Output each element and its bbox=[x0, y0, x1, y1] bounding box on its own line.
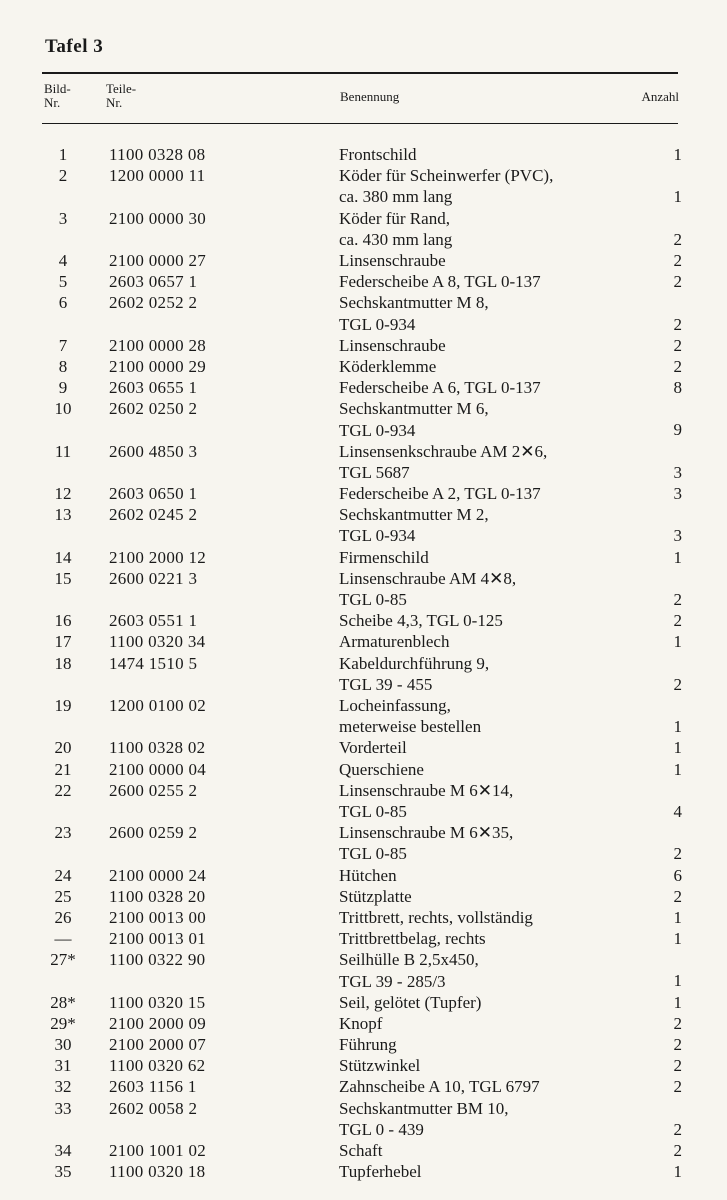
teile-nr-cell: 2602 0252 2 bbox=[109, 293, 198, 313]
anzahl-cell: 2 bbox=[673, 356, 682, 376]
bild-nr-cell: 21 bbox=[54, 759, 72, 779]
anzahl-cell: 1 bbox=[673, 971, 682, 991]
benennung-line: TGL 0-85 bbox=[339, 844, 407, 864]
bild-nr-cell: 17 bbox=[54, 632, 72, 652]
bild-nr-cell: 18 bbox=[54, 653, 72, 673]
anzahl-cell: 1 bbox=[673, 907, 682, 927]
header-anzahl: Anzahl bbox=[641, 89, 679, 104]
benennung-cell bbox=[339, 1034, 669, 1055]
teile-nr-cell: 2100 0000 30 bbox=[109, 208, 207, 228]
benennung-line: TGL 0-85 bbox=[339, 590, 407, 610]
parts-table-body bbox=[0, 144, 727, 1182]
anzahl-cell: 8 bbox=[673, 378, 682, 398]
header-bottom-rule bbox=[42, 123, 678, 124]
anzahl-cell: 2 bbox=[673, 314, 682, 334]
benennung-cell bbox=[339, 377, 669, 398]
anzahl-cell: 3 bbox=[673, 484, 682, 504]
benennung-line: Linsenschraube bbox=[339, 250, 446, 270]
table-row bbox=[0, 1098, 727, 1140]
table-row bbox=[0, 1013, 727, 1034]
benennung-line: Querschiene bbox=[339, 759, 424, 779]
anzahl-cell: 1 bbox=[673, 547, 682, 567]
bild-nr-cell: 1 bbox=[58, 145, 68, 164]
teile-nr-cell: 1100 0320 18 bbox=[109, 1162, 206, 1182]
benennung-line: Linsenschraube AM 4✕8, bbox=[339, 568, 517, 588]
bild-nr-cell: 20 bbox=[54, 738, 72, 758]
benennung-line: Köder für Scheinwerfer (PVC), bbox=[339, 166, 554, 186]
teile-nr-cell: 2603 0657 1 bbox=[109, 272, 198, 292]
teile-nr-cell: 2603 1156 1 bbox=[109, 1077, 197, 1097]
table-row bbox=[0, 398, 727, 440]
anzahl-cell: 2 bbox=[673, 229, 682, 249]
benennung-line: Hütchen bbox=[339, 865, 397, 885]
bild-nr-cell: 8 bbox=[58, 356, 68, 376]
table-row bbox=[0, 441, 727, 483]
bild-nr-cell: 25 bbox=[54, 886, 72, 906]
header-bild-nr bbox=[44, 82, 71, 110]
benennung-cell bbox=[339, 165, 669, 207]
anzahl-cell: 2 bbox=[673, 1077, 682, 1097]
benennung-cell bbox=[339, 1076, 669, 1097]
table-row bbox=[0, 631, 727, 652]
bild-nr-cell: 26 bbox=[54, 907, 72, 927]
anzahl-cell: 1 bbox=[673, 929, 682, 949]
bild-nr-cell: 29* bbox=[50, 1013, 76, 1033]
bild-nr-cell: 30 bbox=[54, 1035, 72, 1055]
anzahl-cell: 3 bbox=[673, 462, 682, 482]
teile-nr-cell: 2100 2000 09 bbox=[109, 1013, 207, 1033]
anzahl-cell: 1 bbox=[673, 145, 682, 164]
bild-nr-cell: 10 bbox=[54, 399, 72, 419]
benennung-line: TGL 39 - 285/3 bbox=[339, 971, 446, 991]
table-row bbox=[0, 292, 727, 334]
benennung-cell bbox=[339, 928, 669, 949]
anzahl-cell: 1 bbox=[673, 717, 682, 737]
benennung-cell bbox=[339, 1140, 669, 1161]
bild-nr-cell: 35 bbox=[54, 1162, 72, 1182]
bild-nr-cell: 27* bbox=[50, 950, 76, 970]
anzahl-cell: 2 bbox=[673, 590, 682, 610]
benennung-cell bbox=[339, 653, 669, 695]
benennung-cell bbox=[339, 695, 669, 737]
header-benennung: Benennung bbox=[340, 89, 400, 104]
anzahl-cell: 2 bbox=[673, 1013, 682, 1033]
benennung-line: Linsenschraube M 6✕14, bbox=[339, 780, 514, 800]
table-row bbox=[0, 504, 727, 546]
benennung-line: Trittbrett, rechts, vollständig bbox=[339, 907, 533, 927]
benennung-line: TGL 5687 bbox=[339, 462, 410, 482]
anzahl-cell: 6 bbox=[673, 865, 682, 885]
benennung-line: Sechskantmutter M 6, bbox=[339, 399, 489, 419]
anzahl-cell: 4 bbox=[673, 801, 682, 821]
table-row bbox=[0, 165, 727, 207]
benennung-line: TGL 0-934 bbox=[339, 420, 416, 440]
bild-nr-cell: 16 bbox=[54, 611, 72, 631]
benennung-cell bbox=[339, 483, 669, 504]
anzahl-cell: 1 bbox=[673, 992, 682, 1012]
table-row bbox=[0, 949, 727, 991]
teile-nr-cell: 2100 0000 28 bbox=[109, 335, 207, 355]
benennung-line: Vorderteil bbox=[339, 738, 407, 758]
anzahl-cell: 1 bbox=[673, 738, 682, 758]
bild-nr-cell: 13 bbox=[54, 505, 72, 525]
bild-nr-cell: 33 bbox=[54, 1098, 72, 1118]
benennung-line: Sechskantmutter M 2, bbox=[339, 505, 489, 525]
benennung-line: Knopf bbox=[339, 1013, 383, 1033]
teile-nr-cell: 1100 0328 08 bbox=[109, 145, 206, 164]
benennung-cell bbox=[339, 1161, 669, 1182]
benennung-line: Kabeldurchführung 9, bbox=[339, 653, 490, 673]
benennung-line: ca. 430 mm lang bbox=[339, 229, 453, 249]
teile-nr-cell: 1100 0320 62 bbox=[109, 1056, 206, 1076]
teile-nr-cell: 2600 4850 3 bbox=[109, 441, 198, 461]
header-bild-nr-label: Nr. bbox=[44, 95, 61, 110]
page-title: Tafel 3 bbox=[45, 36, 104, 57]
benennung-cell bbox=[339, 547, 669, 568]
bild-nr-cell: 6 bbox=[58, 293, 68, 313]
bild-nr-cell: 19 bbox=[54, 696, 72, 715]
bild-nr-cell: 28* bbox=[50, 992, 76, 1012]
bild-nr-cell: 34 bbox=[54, 1141, 72, 1161]
teile-nr-cell: 2100 0000 24 bbox=[109, 865, 207, 885]
table-row bbox=[0, 547, 727, 568]
bild-nr-cell: 9 bbox=[58, 378, 68, 398]
benennung-cell bbox=[339, 1098, 669, 1140]
benennung-cell bbox=[339, 250, 669, 271]
teile-nr-cell: 2603 0655 1 bbox=[109, 378, 198, 398]
benennung-cell bbox=[339, 631, 669, 652]
benennung-line: Federscheibe A 2, TGL 0-137 bbox=[339, 484, 541, 504]
teile-nr-cell: 2602 0245 2 bbox=[109, 505, 198, 525]
benennung-cell bbox=[339, 208, 669, 250]
teile-nr-cell: 2600 0221 3 bbox=[109, 568, 198, 588]
bild-nr-cell: 12 bbox=[54, 484, 72, 504]
anzahl-cell: 1 bbox=[673, 759, 682, 779]
table-row bbox=[0, 377, 727, 398]
benennung-line: TGL 0-85 bbox=[339, 801, 407, 821]
anzahl-cell: 2 bbox=[673, 611, 682, 631]
bild-nr-cell: 5 bbox=[58, 272, 68, 292]
benennung-line: Linsenschraube M 6✕35, bbox=[339, 823, 514, 843]
anzahl-cell: 2 bbox=[673, 844, 682, 864]
benennung-cell bbox=[339, 822, 669, 864]
anzahl-cell: 9 bbox=[673, 420, 682, 440]
teile-nr-cell: 2100 0013 00 bbox=[109, 907, 207, 927]
table-row bbox=[0, 356, 727, 377]
benennung-cell bbox=[339, 907, 669, 928]
anzahl-cell: 2 bbox=[673, 335, 682, 355]
anzahl-cell: 2 bbox=[673, 272, 682, 292]
benennung-cell bbox=[339, 292, 669, 334]
benennung-line: TGL 0-934 bbox=[339, 526, 416, 546]
benennung-line: TGL 0-934 bbox=[339, 314, 416, 334]
bild-nr-cell: — bbox=[54, 929, 72, 949]
bild-nr-cell: 14 bbox=[54, 547, 72, 567]
benennung-cell bbox=[339, 949, 669, 991]
teile-nr-cell: 2603 0551 1 bbox=[109, 611, 198, 631]
teile-nr-cell: 1100 0328 02 bbox=[109, 738, 206, 758]
benennung-line: Schaft bbox=[339, 1141, 383, 1161]
anzahl-cell: 1 bbox=[673, 187, 682, 207]
benennung-line: TGL 0 - 439 bbox=[339, 1119, 424, 1139]
benennung-cell bbox=[339, 504, 669, 546]
teile-nr-cell: 2600 0255 2 bbox=[109, 780, 198, 800]
benennung-cell bbox=[339, 737, 669, 758]
teile-nr-cell: 1100 0322 90 bbox=[109, 950, 206, 970]
bild-nr-cell: 15 bbox=[54, 568, 72, 588]
bild-nr-cell: 24 bbox=[54, 865, 72, 885]
benennung-line: Köderklemme bbox=[339, 356, 437, 376]
anzahl-cell: 1 bbox=[673, 1162, 682, 1182]
teile-nr-cell: 1474 1510 5 bbox=[109, 653, 198, 673]
teile-nr-cell: 2100 2000 07 bbox=[109, 1035, 207, 1055]
table-row bbox=[0, 1076, 727, 1097]
table-row bbox=[0, 780, 727, 822]
anzahl-cell: 3 bbox=[673, 526, 682, 546]
table-row bbox=[0, 483, 727, 504]
bild-nr-cell: 31 bbox=[54, 1056, 72, 1076]
teile-nr-cell: 2602 0250 2 bbox=[109, 399, 198, 419]
teile-nr-cell: 2100 2000 12 bbox=[109, 547, 207, 567]
table-row bbox=[0, 335, 727, 356]
benennung-cell bbox=[339, 398, 669, 440]
anzahl-cell: 2 bbox=[673, 1035, 682, 1055]
anzahl-cell: 2 bbox=[673, 886, 682, 906]
table-row bbox=[0, 737, 727, 758]
benennung-cell bbox=[339, 865, 669, 886]
table-row bbox=[0, 1055, 727, 1076]
table-row bbox=[0, 886, 727, 907]
anzahl-cell: 2 bbox=[673, 250, 682, 270]
table-row bbox=[0, 568, 727, 610]
benennung-line: Federscheibe A 6, TGL 0-137 bbox=[339, 378, 541, 398]
benennung-line: meterweise bestellen bbox=[339, 717, 482, 737]
benennung-line: Sechskantmutter M 8, bbox=[339, 293, 489, 313]
benennung-cell bbox=[339, 356, 669, 377]
benennung-cell bbox=[339, 441, 669, 483]
benennung-cell bbox=[339, 1013, 669, 1034]
table-row bbox=[0, 1161, 727, 1182]
header-bild-label: Bild- bbox=[44, 81, 71, 96]
benennung-line: Seil, gelötet (Tupfer) bbox=[339, 992, 482, 1012]
benennung-line: Trittbrettbelag, rechts bbox=[339, 929, 486, 949]
header-teile-label: Teile- bbox=[106, 81, 137, 96]
table-row bbox=[0, 653, 727, 695]
teile-nr-cell: 1100 0320 15 bbox=[109, 992, 206, 1012]
anzahl-cell: 1 bbox=[673, 632, 682, 652]
benennung-line: ca. 380 mm lang bbox=[339, 187, 453, 207]
benennung-cell bbox=[339, 886, 669, 907]
benennung-line: Scheibe 4,3, TGL 0-125 bbox=[339, 611, 503, 631]
benennung-line: TGL 39 - 455 bbox=[339, 674, 433, 694]
bild-nr-cell: 32 bbox=[54, 1077, 72, 1097]
table-row bbox=[0, 1034, 727, 1055]
teile-nr-cell: 2600 0259 2 bbox=[109, 823, 198, 843]
benennung-cell bbox=[339, 568, 669, 610]
teile-nr-cell: 2100 0013 01 bbox=[109, 929, 207, 949]
benennung-line: Armaturenblech bbox=[339, 632, 450, 652]
benennung-line: Stützplatte bbox=[339, 886, 412, 906]
benennung-cell bbox=[339, 1055, 669, 1076]
benennung-line: Firmenschild bbox=[339, 547, 429, 567]
benennung-line: Stützwinkel bbox=[339, 1056, 421, 1076]
teile-nr-cell: 2100 0000 29 bbox=[109, 356, 207, 376]
table-row bbox=[0, 822, 727, 864]
anzahl-cell: 2 bbox=[673, 1141, 682, 1161]
table-row bbox=[0, 759, 727, 780]
benennung-line: Linsenschraube bbox=[339, 335, 446, 355]
benennung-cell bbox=[339, 759, 669, 780]
benennung-cell bbox=[339, 780, 669, 822]
anzahl-cell: 2 bbox=[673, 1119, 682, 1139]
teile-nr-cell: 2100 1001 02 bbox=[109, 1141, 207, 1161]
teile-nr-cell: 2602 0058 2 bbox=[109, 1098, 198, 1118]
table-row bbox=[0, 208, 727, 250]
benennung-cell bbox=[339, 144, 669, 165]
table-row bbox=[0, 865, 727, 886]
teile-nr-cell: 1100 0320 34 bbox=[109, 632, 206, 652]
benennung-cell bbox=[339, 610, 669, 631]
benennung-cell bbox=[339, 992, 669, 1013]
table-row bbox=[0, 907, 727, 928]
benennung-line: Frontschild bbox=[339, 145, 417, 164]
benennung-line: Sechskantmutter BM 10, bbox=[339, 1098, 509, 1118]
bild-nr-cell: 2 bbox=[58, 166, 68, 186]
table-row bbox=[0, 271, 727, 292]
anzahl-cell: 2 bbox=[673, 674, 682, 694]
anzahl-cell: 2 bbox=[673, 1056, 682, 1076]
benennung-line: Locheinfassung, bbox=[339, 696, 451, 715]
benennung-line: Seilhülle B 2,5x450, bbox=[339, 950, 479, 970]
bild-nr-cell: 23 bbox=[54, 823, 72, 843]
header-teile-nr-label: Nr. bbox=[106, 95, 123, 110]
bild-nr-cell: 11 bbox=[54, 441, 72, 461]
benennung-cell bbox=[339, 271, 669, 292]
teile-nr-cell: 1200 0100 02 bbox=[109, 696, 207, 715]
bild-nr-cell: 7 bbox=[58, 335, 68, 355]
table-row bbox=[0, 144, 727, 165]
header-top-rule bbox=[42, 72, 678, 74]
teile-nr-cell: 1200 0000 11 bbox=[109, 166, 206, 186]
benennung-line: Köder für Rand, bbox=[339, 208, 450, 228]
table-row bbox=[0, 1140, 727, 1161]
benennung-line: Führung bbox=[339, 1035, 397, 1055]
teile-nr-cell: 2100 0000 27 bbox=[109, 250, 207, 270]
bild-nr-cell: 4 bbox=[58, 250, 68, 270]
teile-nr-cell: 2603 0650 1 bbox=[109, 484, 198, 504]
teile-nr-cell: 2100 0000 04 bbox=[109, 759, 207, 779]
header-teile-nr bbox=[106, 82, 136, 110]
table-row bbox=[0, 695, 727, 737]
table-row bbox=[0, 610, 727, 631]
bild-nr-cell: 22 bbox=[54, 780, 72, 800]
benennung-line: Tupferhebel bbox=[339, 1162, 422, 1182]
table-row bbox=[0, 928, 727, 949]
benennung-cell bbox=[339, 335, 669, 356]
bild-nr-cell: 3 bbox=[58, 208, 68, 228]
benennung-line: Linsensenkschraube AM 2✕6, bbox=[339, 441, 548, 461]
table-row bbox=[0, 250, 727, 271]
benennung-line: Zahnscheibe A 10, TGL 6797 bbox=[339, 1077, 540, 1097]
teile-nr-cell: 1100 0328 20 bbox=[109, 886, 206, 906]
table-row bbox=[0, 992, 727, 1013]
benennung-line: Federscheibe A 8, TGL 0-137 bbox=[339, 272, 541, 292]
